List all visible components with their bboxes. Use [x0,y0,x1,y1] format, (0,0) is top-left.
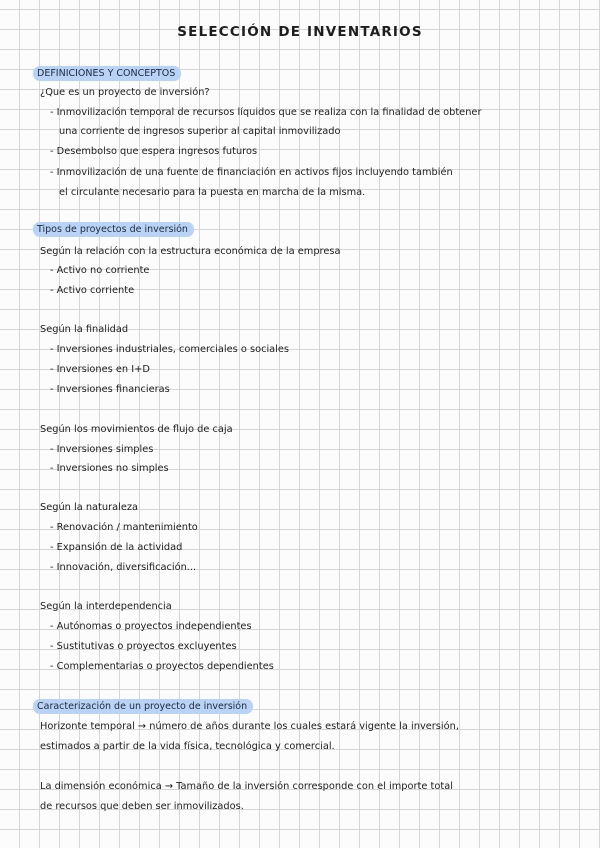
definition-item-continuation: el circulante necesario para la puesta en marcha de la misma. [59,187,366,198]
group-title: Según la interdependencia [40,601,172,612]
page-title: SELECCIÓN DE INVENTARIOS [177,24,423,40]
definition-item: - Desembolso que espera ingresos futuros [50,145,257,159]
section-heading-caracterizacion: Caracterización de un proyecto de inversión [33,699,253,714]
section-heading-tipos: Tipos de proyectos de inversión [33,222,194,237]
body-line: de recursos que deben ser inmovilizados. [40,801,244,812]
body-line: Horizonte temporal → número de años durante los cuales estará vigente la inversión, [40,721,459,732]
group-item: - Inversiones no simples [50,462,169,476]
body-line: La dimensión económica → Tamaño de la inversión corresponde con el importe total [40,781,453,792]
group-title: Según la naturaleza [40,502,139,513]
section-heading-definiciones: DEFINICIONES Y CONCEPTOS [33,66,181,81]
group-title: Según la relación con la estructura económica de la empresa [40,246,341,257]
body-line: estimados a partir de la vida física, tecnológica y comercial. [40,741,335,752]
group-item: - Expansión de la actividad [50,541,182,555]
group-item: - Renovación / mantenimiento [50,521,198,535]
question-line: ¿Que es un proyecto de inversión? [40,87,210,98]
group-item: - Sustitutivas o proyectos excluyentes [50,640,237,654]
group-item: - Inversiones en I+D [50,363,150,377]
group-item: - Autónomas o proyectos independientes [50,620,252,634]
group-item: - Activo corriente [50,284,134,298]
group-title: Según los movimientos de flujo de caja [40,424,233,435]
definition-item: - Inmovilización temporal de recursos líquidos que se realiza con la finalidad de obtener [50,106,481,120]
group-title: Según la finalidad [40,324,129,335]
group-item: - Inversiones simples [50,443,153,457]
definition-item-continuation: una corriente de ingresos superior al capital inmovilizado [59,126,341,137]
group-item: - Inversiones industriales, comerciales o sociales [50,343,289,357]
group-item: - Inversiones financieras [50,383,170,397]
group-item: - Activo no corriente [50,264,149,278]
definition-item: - Inmovilización de una fuente de financiación en activos fijos incluyendo también [50,166,453,180]
group-item: - Complementarias o proyectos dependientes [50,660,274,674]
group-item: - Innovación, diversificación... [50,561,196,575]
